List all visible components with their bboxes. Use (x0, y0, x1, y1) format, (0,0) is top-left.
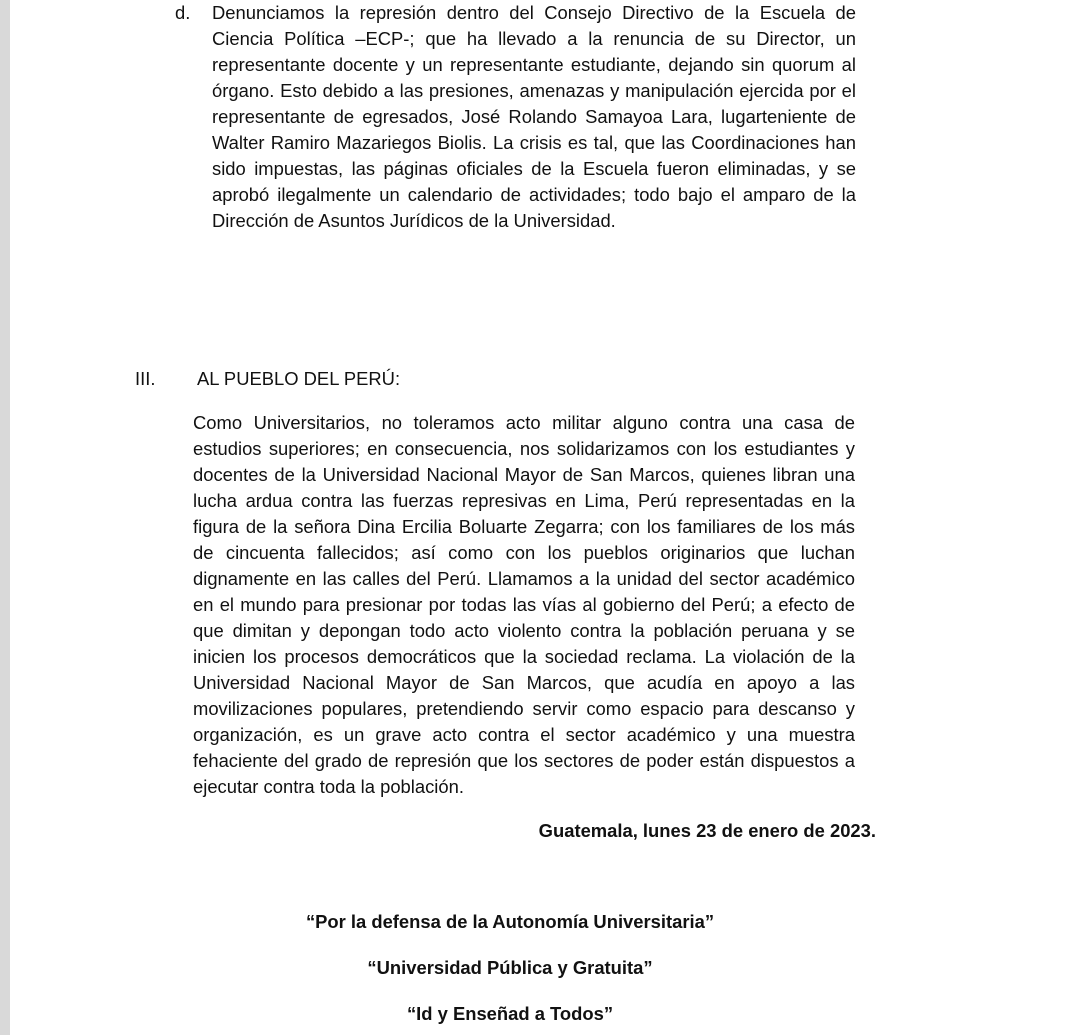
viewer-left-edge (0, 0, 10, 1035)
motto-teach-all: “Id y Enseñad a Todos” (406, 1003, 614, 1024)
document-page (10, 0, 1080, 1035)
item-d-label: d. (175, 2, 191, 23)
item-d-paragraph: Denunciamos la represión dentro del Consejo Directivo de la Escuela de Ciencia Política –ECP-; que ha llevado a la renuncia de su Director, un representante docente y un representante estudiante, dejando sin quorum al órgano. Esto debido a las presiones, amenazas y manipulación ejercida por el representante de egresados, José Rolando Samayoa Lara, lugarteniente de Walter Ramiro Mazariegos Biolis. La crisis es tal, que las Coordinaciones han sido impuestas, las páginas oficiales de la Escuela fueron eliminadas, y se aprobó ilegalmente un calendario de actividades; todo bajo el amparo de la Dirección de Asuntos Jurídicos de la Universidad. (212, 2, 856, 231)
motto-public-university: “Universidad Pública y Gratuita” (367, 957, 653, 978)
closing-date: Guatemala, lunes 23 de enero de 2023. (538, 820, 876, 841)
motto-autonomy: “Por la defensa de la Autonomía Universitaria” (305, 911, 715, 932)
section-paragraph: Como Universitarios, no toleramos acto militar alguno contra una casa de estudios superiores; en consecuencia, nos solidarizamos con los estudiantes y docentes de la Universidad Nacional Mayor de San Marcos, quienes libran una lucha ardua contra las fuerzas represivas en Lima, Perú representadas en la figura de la señora Dina Ercilia Boluarte Zegarra; con los familiares de los más de cincuenta fallecidos; así como con los pueblos originarios que luchan dignamente en las calles del Perú. Llamamos a la unidad del sector académico en el mundo para presionar por todas las vías al gobierno del Perú; a efecto de que dimitan y depongan todo acto violento contra la población peruana y se inicien los procesos democráticos que la sociedad reclama. La violación de la Universidad Nacional Mayor de San Marcos, que acudía en apoyo a las movilizaciones populares, pretendiendo servir como espacio para descanso y organización, es un grave acto contra el sector académico y una muestra fehaciente del grado de represión que los sectores de poder están dispuestos a ejecutar contra toda la población. (193, 412, 855, 797)
section-heading: AL PUEBLO DEL PERÚ: (197, 368, 401, 389)
section-number: III. (135, 368, 156, 389)
